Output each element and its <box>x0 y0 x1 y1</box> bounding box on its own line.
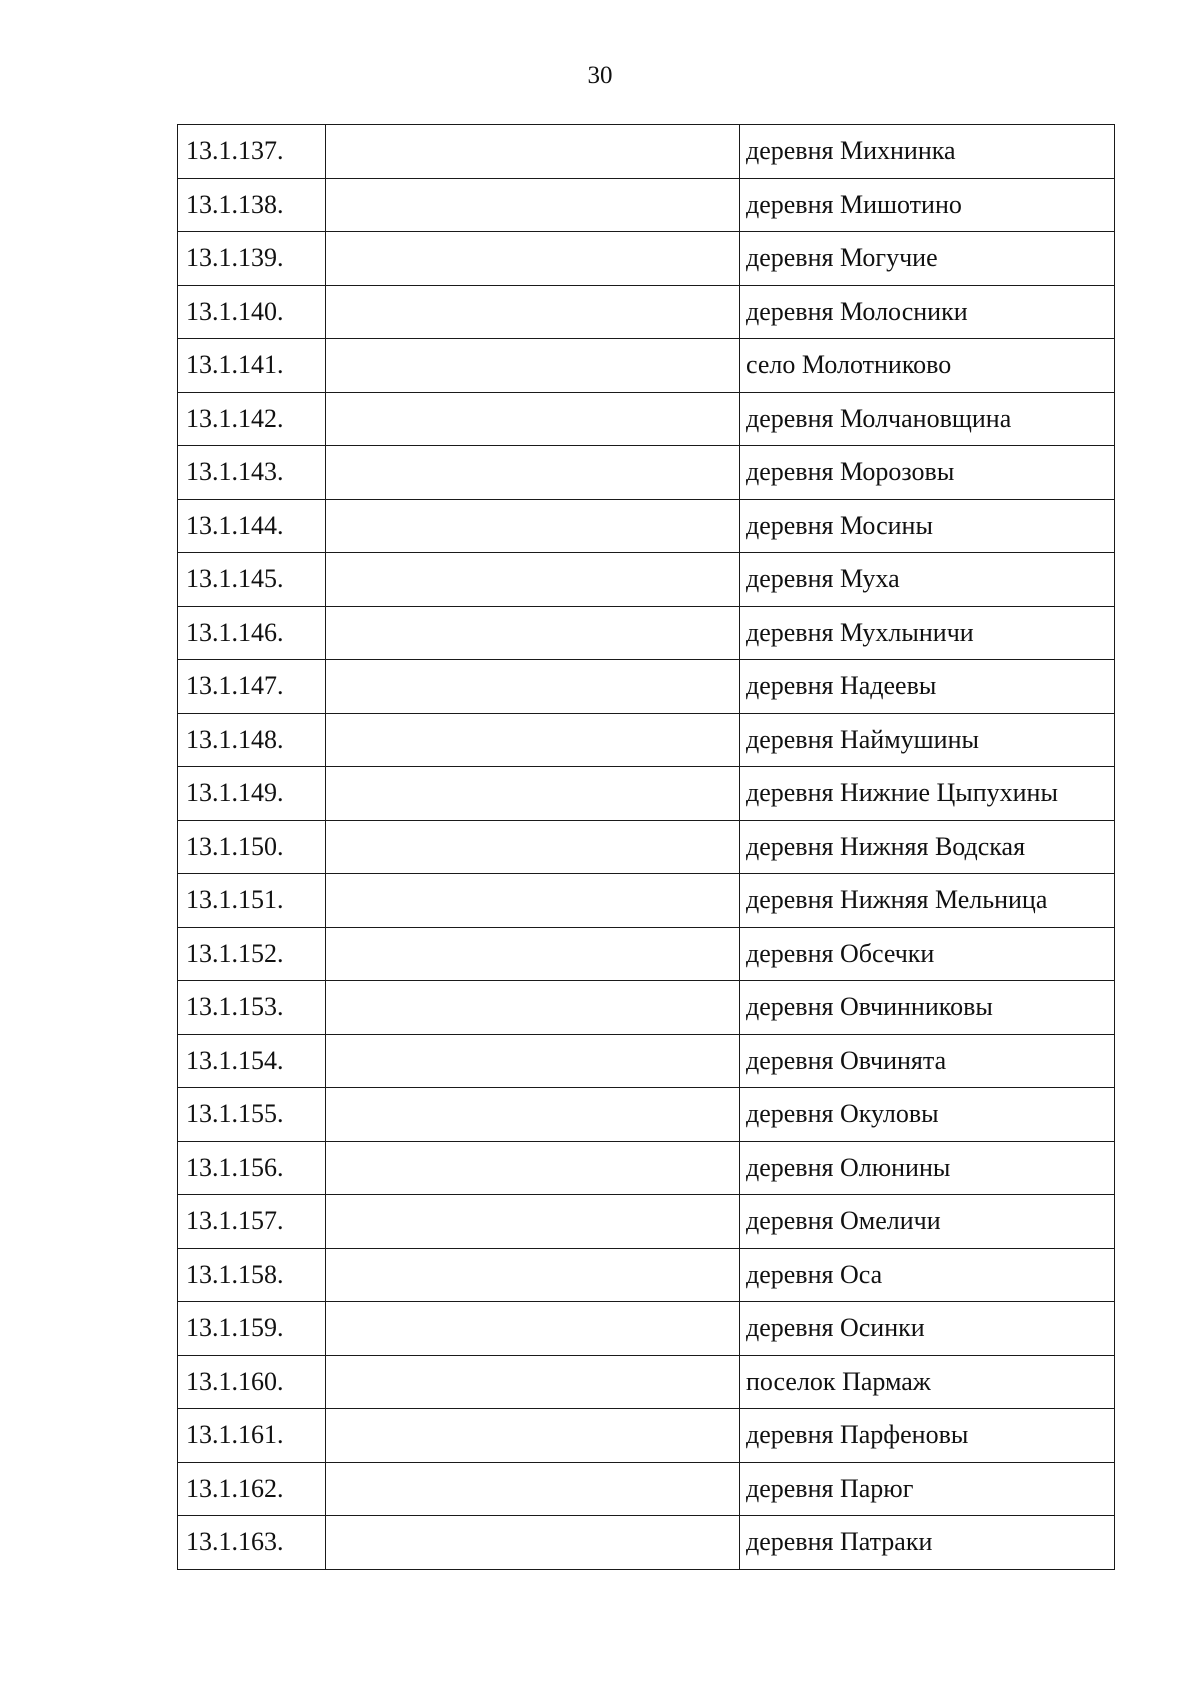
row-number-cell: 13.1.157. <box>178 1195 326 1249</box>
settlement-name-cell: деревня Михнинка <box>740 125 1115 179</box>
row-number-cell: 13.1.151. <box>178 874 326 928</box>
row-empty-cell <box>326 499 740 553</box>
table-row <box>178 553 1115 607</box>
settlement-name-cell: деревня Могучие <box>740 232 1115 286</box>
row-empty-cell <box>326 1088 740 1142</box>
settlement-name-cell: деревня Окуловы <box>740 1088 1115 1142</box>
settlement-name-cell: деревня Нижняя Водская <box>740 820 1115 874</box>
settlement-name-cell: деревня Патраки <box>740 1516 1115 1570</box>
row-number-cell: 13.1.150. <box>178 820 326 874</box>
row-number-cell: 13.1.159. <box>178 1302 326 1356</box>
settlement-name-cell: деревня Олюнины <box>740 1141 1115 1195</box>
row-number-cell: 13.1.160. <box>178 1355 326 1409</box>
row-empty-cell <box>326 392 740 446</box>
row-number-cell: 13.1.148. <box>178 713 326 767</box>
settlement-name-cell: деревня Обсечки <box>740 927 1115 981</box>
table-row <box>178 499 1115 553</box>
table-row <box>178 446 1115 500</box>
table-row <box>178 981 1115 1035</box>
row-empty-cell <box>326 820 740 874</box>
settlement-name-cell: поселок Пармаж <box>740 1355 1115 1409</box>
table-row <box>178 713 1115 767</box>
settlement-name-cell: село Молотниково <box>740 339 1115 393</box>
row-empty-cell <box>326 178 740 232</box>
table-row <box>178 1516 1115 1570</box>
row-empty-cell <box>326 1409 740 1463</box>
row-number-cell: 13.1.152. <box>178 927 326 981</box>
row-empty-cell <box>326 767 740 821</box>
row-number-cell: 13.1.137. <box>178 125 326 179</box>
row-empty-cell <box>326 660 740 714</box>
row-empty-cell <box>326 446 740 500</box>
table-row <box>178 1141 1115 1195</box>
row-number-cell: 13.1.161. <box>178 1409 326 1463</box>
row-empty-cell <box>326 1302 740 1356</box>
row-empty-cell <box>326 1195 740 1249</box>
row-empty-cell <box>326 1462 740 1516</box>
row-number-cell: 13.1.147. <box>178 660 326 714</box>
table-row <box>178 1195 1115 1249</box>
settlement-name-cell: деревня Парюг <box>740 1462 1115 1516</box>
row-empty-cell <box>326 285 740 339</box>
table-row <box>178 1088 1115 1142</box>
row-number-cell: 13.1.162. <box>178 1462 326 1516</box>
settlement-name-cell: деревня Надеевы <box>740 660 1115 714</box>
row-empty-cell <box>326 339 740 393</box>
row-number-cell: 13.1.158. <box>178 1248 326 1302</box>
settlement-name-cell: деревня Мишотино <box>740 178 1115 232</box>
table-row <box>178 1355 1115 1409</box>
table-row <box>178 339 1115 393</box>
row-number-cell: 13.1.149. <box>178 767 326 821</box>
table-row <box>178 767 1115 821</box>
page-number: 30 <box>587 62 613 89</box>
table-row <box>178 660 1115 714</box>
row-number-cell: 13.1.155. <box>178 1088 326 1142</box>
settlement-name-cell: деревня Овчинниковы <box>740 981 1115 1035</box>
table-row <box>178 1462 1115 1516</box>
settlement-name-cell: деревня Овчинята <box>740 1034 1115 1088</box>
table-row <box>178 178 1115 232</box>
table-row <box>178 1248 1115 1302</box>
settlement-name-cell: деревня Нижняя Мельница <box>740 874 1115 928</box>
row-number-cell: 13.1.144. <box>178 499 326 553</box>
row-empty-cell <box>326 606 740 660</box>
settlement-name-cell: деревня Осинки <box>740 1302 1115 1356</box>
row-empty-cell <box>326 232 740 286</box>
row-number-cell: 13.1.139. <box>178 232 326 286</box>
row-number-cell: 13.1.140. <box>178 285 326 339</box>
table-row <box>178 1409 1115 1463</box>
settlement-name-cell: деревня Мосины <box>740 499 1115 553</box>
table-row <box>178 232 1115 286</box>
row-empty-cell <box>326 927 740 981</box>
settlement-name-cell: деревня Оса <box>740 1248 1115 1302</box>
settlement-name-cell: деревня Муха <box>740 553 1115 607</box>
settlements-table <box>177 124 1115 1570</box>
settlement-name-cell: деревня Морозовы <box>740 446 1115 500</box>
row-empty-cell <box>326 981 740 1035</box>
settlement-name-cell: деревня Мухлыничи <box>740 606 1115 660</box>
table-row <box>178 1034 1115 1088</box>
row-number-cell: 13.1.142. <box>178 392 326 446</box>
row-number-cell: 13.1.145. <box>178 553 326 607</box>
settlement-name-cell: деревня Наймушины <box>740 713 1115 767</box>
row-empty-cell <box>326 1034 740 1088</box>
row-empty-cell <box>326 553 740 607</box>
settlement-name-cell: деревня Молосники <box>740 285 1115 339</box>
table-row <box>178 927 1115 981</box>
table-row <box>178 874 1115 928</box>
table-row <box>178 125 1115 179</box>
settlement-name-cell: деревня Парфеновы <box>740 1409 1115 1463</box>
row-empty-cell <box>326 1355 740 1409</box>
table-row <box>178 1302 1115 1356</box>
table-row <box>178 606 1115 660</box>
row-empty-cell <box>326 1141 740 1195</box>
row-number-cell: 13.1.146. <box>178 606 326 660</box>
row-empty-cell <box>326 125 740 179</box>
row-number-cell: 13.1.141. <box>178 339 326 393</box>
table-row <box>178 392 1115 446</box>
row-empty-cell <box>326 1248 740 1302</box>
row-number-cell: 13.1.163. <box>178 1516 326 1570</box>
settlement-name-cell: деревня Нижние Цыпухины <box>740 767 1115 821</box>
row-empty-cell <box>326 1516 740 1570</box>
row-number-cell: 13.1.143. <box>178 446 326 500</box>
table-row <box>178 285 1115 339</box>
row-number-cell: 13.1.154. <box>178 1034 326 1088</box>
row-number-cell: 13.1.138. <box>178 178 326 232</box>
settlement-name-cell: деревня Омеличи <box>740 1195 1115 1249</box>
row-number-cell: 13.1.153. <box>178 981 326 1035</box>
table-row <box>178 820 1115 874</box>
row-empty-cell <box>326 713 740 767</box>
table-body <box>178 125 1115 1570</box>
settlement-name-cell: деревня Молчановщина <box>740 392 1115 446</box>
row-empty-cell <box>326 874 740 928</box>
row-number-cell: 13.1.156. <box>178 1141 326 1195</box>
